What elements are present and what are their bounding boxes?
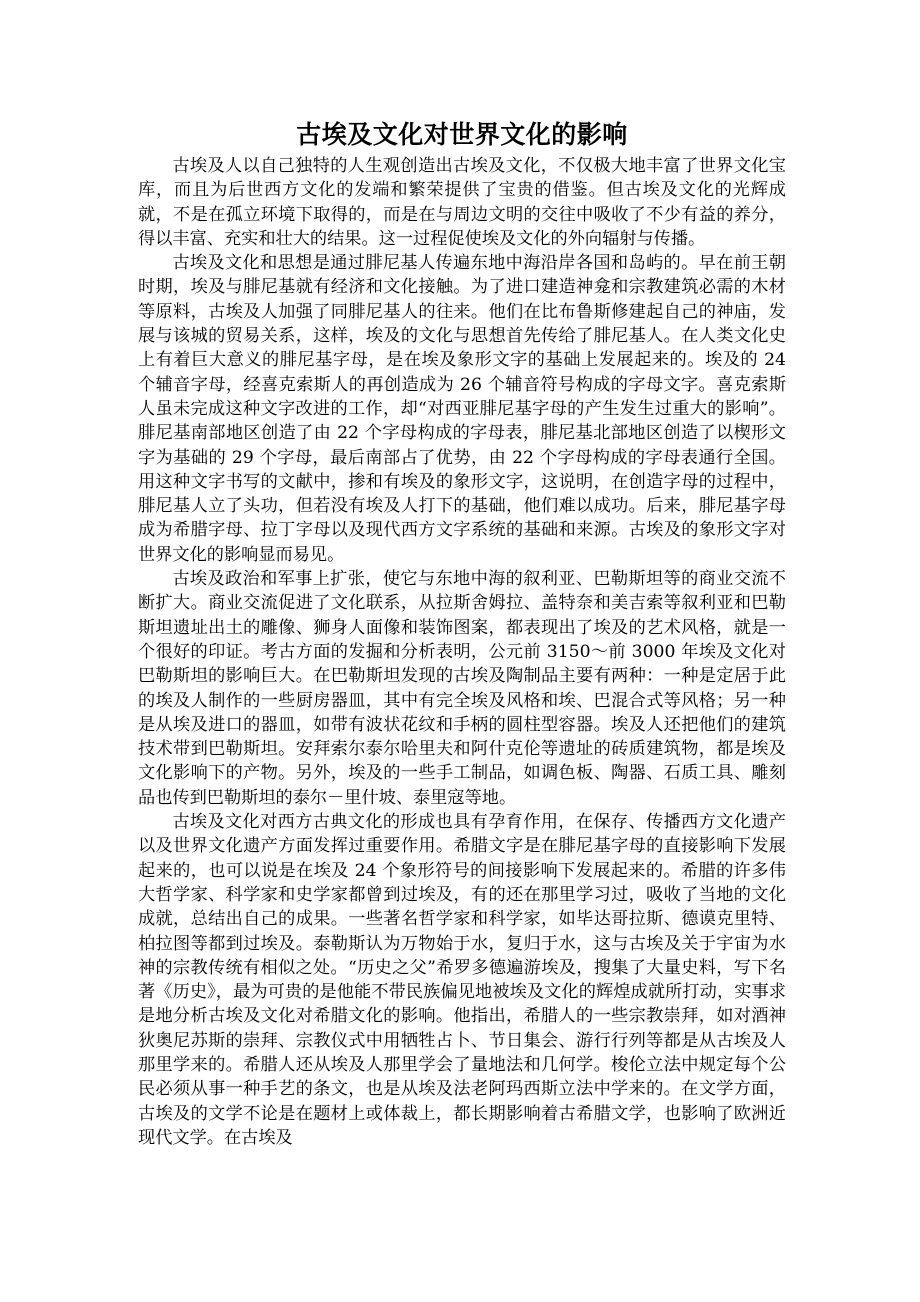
paragraph-phoenicia: 古埃及文化和思想是通过腓尼基人传遍东地中海沿岸各国和岛屿的。早在前王朝时期，埃及与腓尼基就有经济和文化接触。为了进口建造神龛和宗教建筑必需的木材等原料，古埃及人加强了同腓尼基人的往来。他们在比布鲁斯修建起自己的神庙，发展与该城的贸易关系，这样，埃及的文化与思想首先传给了腓尼基人。在人类文化史上有着巨大意义的腓尼基字母，是在埃及象形文字的基础上发展起来的。埃及的 24 个辅音字母，经喜克索斯人的再创造成为 26 个辅音符号构成的字母文字。喜克索斯人虽未完成这种文字改进的工作，却“对西亚腓尼基字母的产生发生过重大的影响”。腓尼基南部地区创造了由 22 个字母构成的字母表，腓尼基北部地区创造了以楔形文字为基础的 29 个字母，最后南部占了优势，由 22 个字母构成的字母表通行全国。用这种文字书写的文献中，掺和有埃及的象形文字，这说明，在创造字母的过程中，腓尼基人立了头功，但若没有埃及人打下的基础，他们难以成功。后来，腓尼基字母成为希腊字母、拉丁字母以及现代西方文字系统的基础和来源。古埃及的象形文字对世界文化的影响显而易见。 xyxy=(138,253,786,565)
paragraph-intro: 古埃及人以自己独特的人生观创造出古埃及文化，不仅极大地丰富了世界文化宝库，而且为后世西方文化的发端和繁荣提供了宝贵的借鉴。但古埃及文化的光辉成就，不是在孤立环境下取得的，而是在与周边文明的交往中吸收了不少有益的养分，得以丰富、充实和壮大的结果。这一过程促使埃及文化的外向辐射与传播。 xyxy=(138,156,786,249)
document-page xyxy=(138,118,786,1150)
document-title: 古埃及文化对世界文化的影响 xyxy=(296,120,628,149)
paragraph-greece: 古埃及文化对西方古典文化的形成也具有孕育作用，在保存、传播西方文化遗产以及世界文化遗产方面发挥过重要作用。希腊文字是在腓尼基字母的直接影响下发展起来的，也可以说是在埃及 24 个象形符号的间接影响下发展起来的。希腊的许多伟大哲学家、科学家和史学家都曾到过埃及，有的还在那里学习过，吸收了当地的文化成就，总结出自己的成果。一些著名哲学家和科学家，如毕达哥拉斯、德谟克里特、柏拉图等都到过埃及。泰勒斯认为万物始于水，复归于水，这与古埃及关于宇宙为水神的宗教传统有相似之处。“历史之父”希罗多德遍游埃及，搜集了大量史料，写下名著《历史》，最为可贵的是他能不带民族偏见地被埃及文化的辉煌成就所打动，实事求是地分析古埃及文化对希腊文化的影响。他指出，希腊人的一些宗教崇拜，如对酒神狄奥尼苏斯的崇拜、宗教仪式中用牺牲占卜、节日集会、游行行列等都是从古埃及人那里学来的。希腊人还从埃及人那里学会了量地法和几何学。梭伦立法中规定每个公民必须从事一种手艺的条文，也是从埃及法老阿玛西斯立法中学来的。在文学方面，古埃及的文学不论是在题材上或体裁上，都长期影响着古希腊文学，也影响了欧洲近现代文学。在古埃及 xyxy=(138,812,786,1148)
paragraph-palestine: 古埃及政治和军事上扩张，使它与东地中海的叙利亚、巴勒斯坦等的商业交流不断扩大。商业交流促进了文化联系，从拉斯舍姆拉、盖特奈和美吉索等叙利亚和巴勒斯坦遗址出土的雕像、狮身人面像和装饰图案，都表现出了埃及的艺术风格，就是一个很好的印证。考古方面的发掘和分析表明，公元前 3150～前 3000 年埃及文化对巴勒斯坦的影响巨大。在巴勒斯坦发现的古埃及陶制品主要有两种：一种是定居于此的埃及人制作的一些厨房器皿，其中有完全埃及风格和埃、巴混合式等风格；另一种是从埃及进口的器皿，如带有波状花纹和手柄的圆柱型容器。埃及人还把他们的建筑技术带到巴勒斯坦。安拜索尔泰尔哈里夫和阿什克伦等遗址的砖质建筑物，都是埃及文化影响下的产物。另外，埃及的一些手工制品，如调色板、陶器、石质工具、雕刻品也传到巴勒斯坦的泰尔－里什坡、泰里寇等地。 xyxy=(138,569,786,808)
